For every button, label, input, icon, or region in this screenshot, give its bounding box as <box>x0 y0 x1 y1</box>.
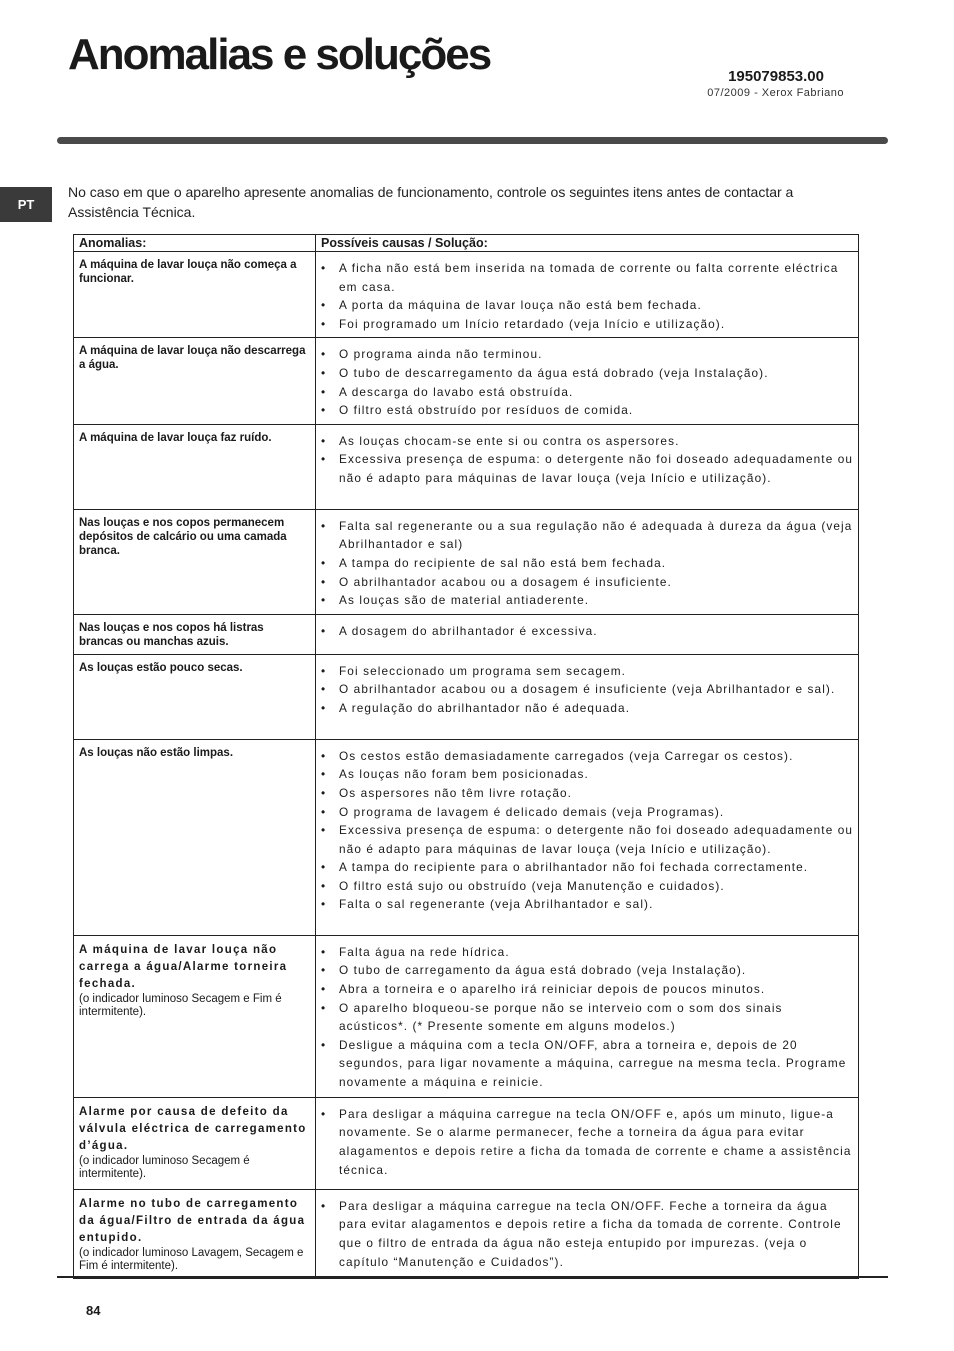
table-row <box>74 1189 859 1278</box>
list-item: • A tampa do recipiente de sal não está bem fechada. <box>320 554 854 573</box>
solution-list <box>320 517 854 610</box>
list-item: • O tubo de carregamento da água está dobrado (veja Instalação). <box>320 961 854 980</box>
list-item: • Para desligar a máquina carregue na tecla ON/OFF. Feche a torneira da água para evitar alagamentos e depois retire a ficha da tomada de corrente. Controle que o filtro de entrada da água não esteja entupido por impurezas. (veja o capítulo “Manutenção e Cuidados”). <box>321 1198 842 1269</box>
anomaly-cell <box>74 614 316 654</box>
list-item: • As louças são de material antiaderente. <box>320 591 854 610</box>
table-row <box>74 654 859 739</box>
solution-list <box>320 1105 854 1179</box>
bullet-glyph: • <box>321 823 327 838</box>
solution-list <box>320 432 854 488</box>
bullet-glyph: • <box>321 574 327 589</box>
solution-list <box>320 1197 854 1271</box>
page-title: Anomalias e soluções <box>68 30 491 79</box>
solution-cell <box>316 424 859 509</box>
list-item: • Os cestos estão demasiadamente carregados (veja Carregar os cestos). <box>320 747 854 766</box>
language-tab: PT <box>0 187 52 222</box>
anomaly-cell <box>74 338 316 424</box>
bullet-glyph: • <box>321 518 327 533</box>
anomaly-cell <box>74 739 316 935</box>
anomaly-cell <box>74 1189 316 1278</box>
anomaly-cell <box>74 1097 316 1189</box>
bullet-glyph: • <box>321 1198 327 1213</box>
table-row <box>74 739 859 935</box>
bullet-glyph: • <box>321 663 327 678</box>
table-row <box>74 509 859 614</box>
solution-list <box>320 662 854 718</box>
bullet-glyph: • <box>321 963 327 978</box>
bullet-glyph: • <box>321 261 327 275</box>
list-item: • Para desligar a máquina carregue na tecla ON/OFF e, após um minuto, ligue-a novamente. Se o alarme permanecer, feche a torneira da água para evitar alagamentos e depois retire a ficha da tomada de corrente e chame a assistência técnica. <box>321 1106 852 1177</box>
header-divider <box>57 137 888 144</box>
indicator-note: (o indicador luminoso Secagem é intermitente). <box>79 1154 250 1181</box>
bullet-glyph: • <box>321 1000 327 1015</box>
bullet-glyph: • <box>321 1037 327 1052</box>
bullet-glyph: • <box>321 555 327 570</box>
solution-cell <box>316 1097 859 1189</box>
list-item: • Foi programado um Início retardado (veja Início e utilização). <box>320 315 854 334</box>
list-item: • Abra a torneira e o aparelho irá reiniciar depois de poucos minutos. <box>320 980 854 999</box>
bullet-glyph: • <box>321 347 327 362</box>
column-header-anomalies: Anomalias: <box>74 235 316 252</box>
list-item: • A ficha não está bem inserida na tomada de corrente ou falta corrente eléctrica em casa. <box>321 261 839 294</box>
list-item: • O abrilhantador acabou ou a dosagem é insuficiente (veja Abrilhantador e sal). <box>320 680 854 699</box>
bullet-glyph: • <box>321 1106 327 1121</box>
table-row <box>74 614 859 654</box>
list-item: • As louças não foram bem posicionadas. <box>320 765 854 784</box>
bullet-glyph: • <box>321 878 327 893</box>
list-item: • O tubo de descarregamento da água está dobrado (veja Instalação). <box>320 364 854 383</box>
table-row <box>74 1097 859 1189</box>
list-item: • A porta da máquina de lavar louça não está bem fechada. <box>320 296 854 315</box>
anomaly-text: As louças não estão limpas. <box>79 746 234 759</box>
anomaly-text: A máquina de lavar louça não começa a funcionar. <box>79 259 297 285</box>
solution-list <box>320 747 854 914</box>
list-item: • Os aspersores não têm livre rotação. <box>320 784 854 803</box>
list-item: • A descarga do lavabo está obstruída. <box>320 383 854 402</box>
solution-cell <box>316 338 859 424</box>
anomaly-text: Alarme no tubo de carregamento da água/Filtro de entrada da água entupido. <box>79 1197 306 1244</box>
list-item: • O abrilhantador acabou ou a dosagem é insuficiente. <box>320 573 854 592</box>
list-item: • Falta água na rede hídrica. <box>320 943 854 962</box>
solution-cell <box>316 654 859 739</box>
footer-divider <box>57 1276 888 1278</box>
solution-list <box>320 622 854 641</box>
solution-cell <box>316 1189 859 1278</box>
list-item: • Falta o sal regenerante (veja Abrilhantador e sal). <box>320 895 854 914</box>
intro-paragraph: No caso em que o aparelho apresente anomalias de funcionamento, controle os seguintes itens antes de contactar a Assistência Técnica. <box>68 184 794 220</box>
indicator-note: (o indicador luminoso Secagem e Fim é intermitente). <box>79 992 282 1019</box>
table-row <box>74 338 859 424</box>
solution-cell <box>316 739 859 935</box>
indicator-note: (o indicador luminoso Lavagem, Secagem e Fim é intermitente). <box>79 1246 304 1273</box>
bullet-glyph: • <box>321 897 327 912</box>
bullet-glyph: • <box>321 682 327 697</box>
table-row <box>74 252 859 338</box>
solution-list <box>320 259 854 333</box>
list-item: • O filtro está obstruído por resíduos de comida. <box>320 401 854 420</box>
bullet-glyph: • <box>321 944 327 959</box>
list-item: • A dosagem do abrilhantador é excessiva. <box>320 622 854 641</box>
anomaly-text: A máquina de lavar louça faz ruído. <box>79 431 272 444</box>
anomaly-text: A máquina de lavar louça não carrega a água/Alarme torneira fechada. <box>79 943 288 990</box>
anomaly-text: Nas louças e nos copos permanecem depósitos de calcário ou uma camada branca. <box>79 516 287 557</box>
bullet-glyph: • <box>321 316 327 331</box>
bullet-glyph: • <box>321 804 327 819</box>
troubleshooting-table <box>73 234 859 1279</box>
list-item: • Foi seleccionado um programa sem secagem. <box>320 662 854 681</box>
list-item: • As louças chocam-se ente si ou contra os aspersores. <box>320 432 854 451</box>
anomaly-text: Alarme por causa de defeito da válvula eléctrica de carregamento d’água. <box>79 1105 307 1152</box>
bullet-glyph: • <box>321 384 327 399</box>
bullet-glyph: • <box>321 452 327 467</box>
list-item: • A regulação do abrilhantador não é adequada. <box>320 699 854 718</box>
anomaly-cell <box>74 935 316 1097</box>
list-item: • Falta sal regenerante ou a sua regulação não é adequada à dureza da água (veja Abrilhantador e sal) <box>321 518 853 552</box>
bullet-glyph: • <box>321 365 327 380</box>
table-row <box>74 935 859 1097</box>
list-item: • O programa ainda não terminou. <box>320 345 854 364</box>
solution-cell <box>316 252 859 338</box>
solution-list <box>320 345 854 419</box>
solution-list <box>320 943 854 1092</box>
document-code: 195079853.00 <box>728 68 824 85</box>
anomaly-cell <box>74 424 316 509</box>
solution-cell <box>316 509 859 614</box>
anomaly-text: A máquina de lavar louça não descarrega a água. <box>79 345 306 372</box>
bullet-glyph: • <box>321 623 327 638</box>
bullet-glyph: • <box>321 767 327 782</box>
anomaly-text: Nas louças e nos copos há listras brancas ou manchas azuis. <box>79 621 264 648</box>
list-item: • Desligue a máquina com a tecla ON/OFF, abra a torneira e, depois de 20 segundos, para ligar novamente a máquina, carregue na mesma tecla. Programe novamente a máquina e reinicie. <box>321 1037 847 1089</box>
solution-cell <box>316 935 859 1097</box>
anomaly-cell <box>74 252 316 338</box>
column-header-solutions: Possíveis causas / Solução: <box>316 235 859 252</box>
bullet-glyph: • <box>321 748 327 763</box>
anomaly-text: As louças estão pouco secas. <box>79 661 243 674</box>
page-number: 84 <box>86 1303 101 1318</box>
bullet-glyph: • <box>321 860 327 875</box>
anomaly-cell <box>74 509 316 614</box>
list-item: • O filtro está sujo ou obstruído (veja Manutenção e cuidados). <box>320 877 854 896</box>
list-item: • Excessiva presença de espuma: o detergente não foi doseado adequadamente ou não é adapto para máquinas de lavar louça (veja Início e utilização). <box>321 823 854 856</box>
solution-cell <box>316 614 859 654</box>
bullet-glyph: • <box>321 785 327 800</box>
bullet-glyph: • <box>321 298 327 313</box>
list-item: • O aparelho bloqueou-se porque não se interveio com o som dos sinais acústicos*. (* Presente somente em alguns modelos.) <box>321 1000 783 1034</box>
list-item: • Excessiva presença de espuma: o detergente não foi doseado adequadamente ou não é adapto para máquinas de lavar louça (veja Início e utilização). <box>321 452 854 485</box>
bullet-glyph: • <box>321 593 327 608</box>
document-date-line: 07/2009 - Xerox Fabriano <box>707 87 844 99</box>
table-row <box>74 424 859 509</box>
bullet-glyph: • <box>321 433 327 448</box>
list-item: • O programa de lavagem é delicado demais (veja Programas). <box>320 803 854 822</box>
bullet-glyph: • <box>321 700 327 715</box>
table-header-row <box>74 235 859 252</box>
anomaly-cell <box>74 654 316 739</box>
bullet-glyph: • <box>321 403 327 418</box>
bullet-glyph: • <box>321 981 327 996</box>
list-item: • A tampa do recipiente para o abrilhantador não foi fechada correctamente. <box>320 858 854 877</box>
